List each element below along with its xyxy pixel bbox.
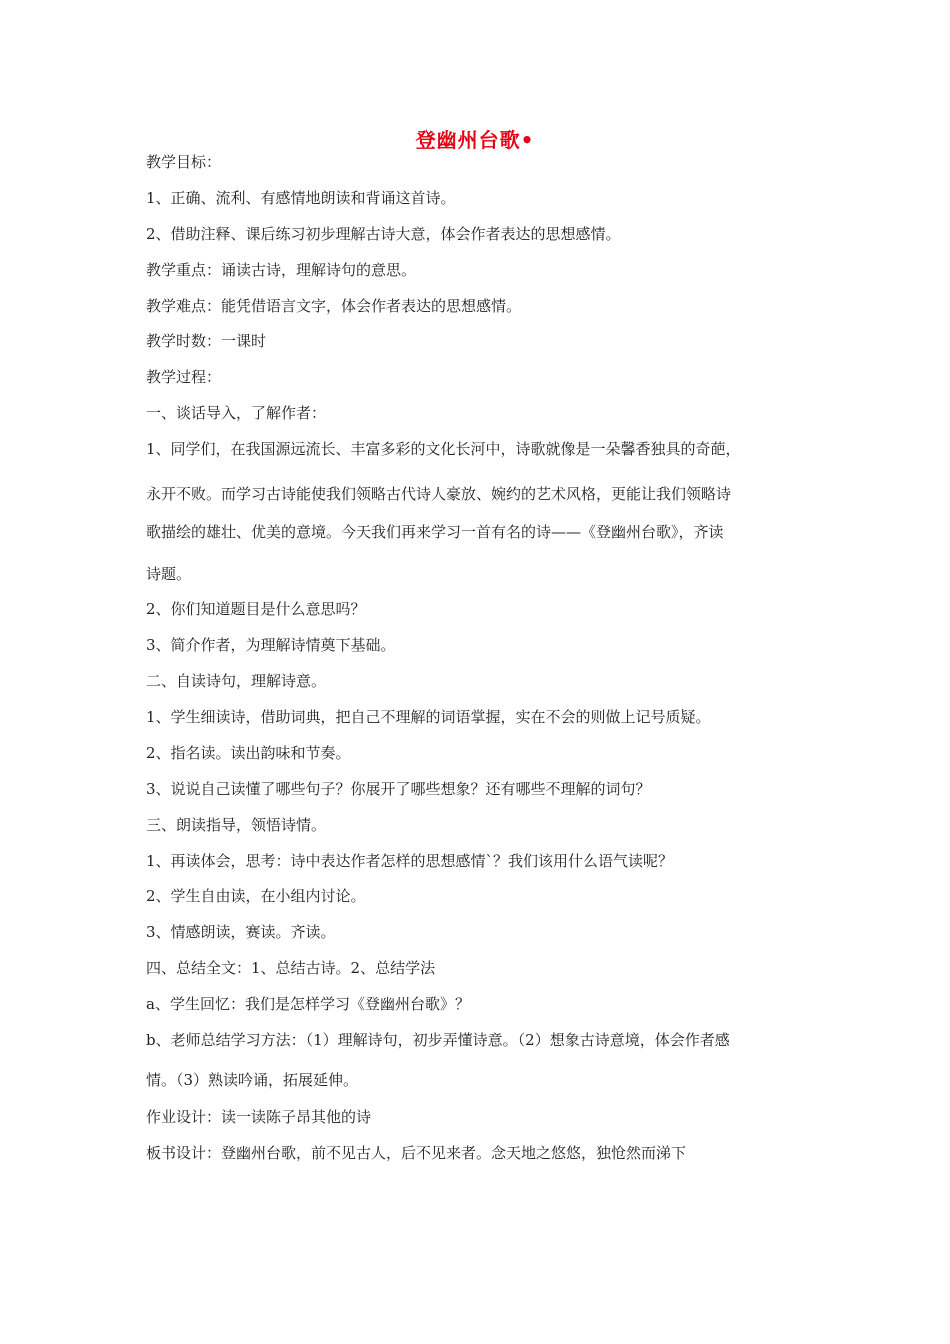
text-line: 作业设计：读一读陈子昂其他的诗 bbox=[146, 1108, 372, 1126]
text-line: 教学重点：诵读古诗，理解诗句的意思。 bbox=[146, 261, 417, 279]
text-line: 板书设计：登幽州台歌，前不见古人，后不见来者。念天地之悠悠，独怆然而涕下 bbox=[146, 1144, 687, 1162]
document-title: 登幽州台歌• bbox=[415, 128, 535, 152]
text-line: 教学目标： bbox=[146, 153, 222, 171]
text-line: 2、借助注释、课后练习初步理解古诗大意，体会作者表达的思想感情。 bbox=[146, 225, 621, 243]
text-line: 教学过程： bbox=[146, 368, 222, 386]
text-line: 1、学生细读诗，借助词典，把自己不理解的词语掌握，实在不会的则做上记号质疑。 bbox=[146, 708, 711, 726]
text-line: 3、情感朗读，赛读。齐读。 bbox=[146, 923, 336, 941]
text-line: 1、同学们，在我国源远流长、丰富多彩的文化长河中，诗歌就像是一朵馨香独具的奇葩， bbox=[146, 440, 741, 458]
section-heading: 三、朗读指导，领悟诗情。 bbox=[146, 816, 327, 834]
text-line: 诗题。 bbox=[146, 565, 192, 583]
text-line: b、老师总结学习方法：（1）理解诗句，初步弄懂诗意。（2）想象古诗意境，体会作者感 bbox=[146, 1031, 730, 1049]
text-line: 2、你们知道题目是什么意思吗？ bbox=[146, 600, 366, 618]
text-line: 2、学生自由读，在小组内讨论。 bbox=[146, 887, 366, 905]
text-line: 教学难点：能凭借语言文字，体会作者表达的思想感情。 bbox=[146, 297, 522, 315]
text-line: 情。（3）熟读吟诵，拓展延伸。 bbox=[146, 1071, 359, 1089]
text-line: 永开不败。而学习古诗能使我们领略古代诗人豪放、婉约的艺术风格，更能让我们领略诗 bbox=[146, 485, 732, 503]
text-line: 教学时数：一课时 bbox=[146, 332, 267, 350]
text-line: 3、说说自己读懂了哪些句子？你展开了哪些想象？还有哪些不理解的词句？ bbox=[146, 780, 651, 798]
text-line: 3、简介作者，为理解诗情奠下基础。 bbox=[146, 636, 396, 654]
section-heading: 二、自读诗句，理解诗意。 bbox=[146, 672, 327, 690]
section-heading: 一、谈话导入，了解作者： bbox=[146, 404, 327, 422]
text-line: 2、指名读。读出韵味和节奏。 bbox=[146, 744, 351, 762]
text-line: 1、再读体会，思考：诗中表达作者怎样的思想感情`？我们该用什么语气读呢？ bbox=[146, 852, 674, 870]
text-line: a、学生回忆：我们是怎样学习《登幽州台歌》？ bbox=[146, 995, 470, 1013]
text-line: 1、正确、流利、有感情地朗读和背诵这首诗。 bbox=[146, 189, 456, 207]
text-line: 歌描绘的雄壮、优美的意境。今天我们再来学习一首有名的诗——《登幽州台歌》，齐读 bbox=[146, 523, 724, 541]
section-heading: 四、总结全文：1、总结古诗。2、总结学法 bbox=[146, 959, 436, 977]
